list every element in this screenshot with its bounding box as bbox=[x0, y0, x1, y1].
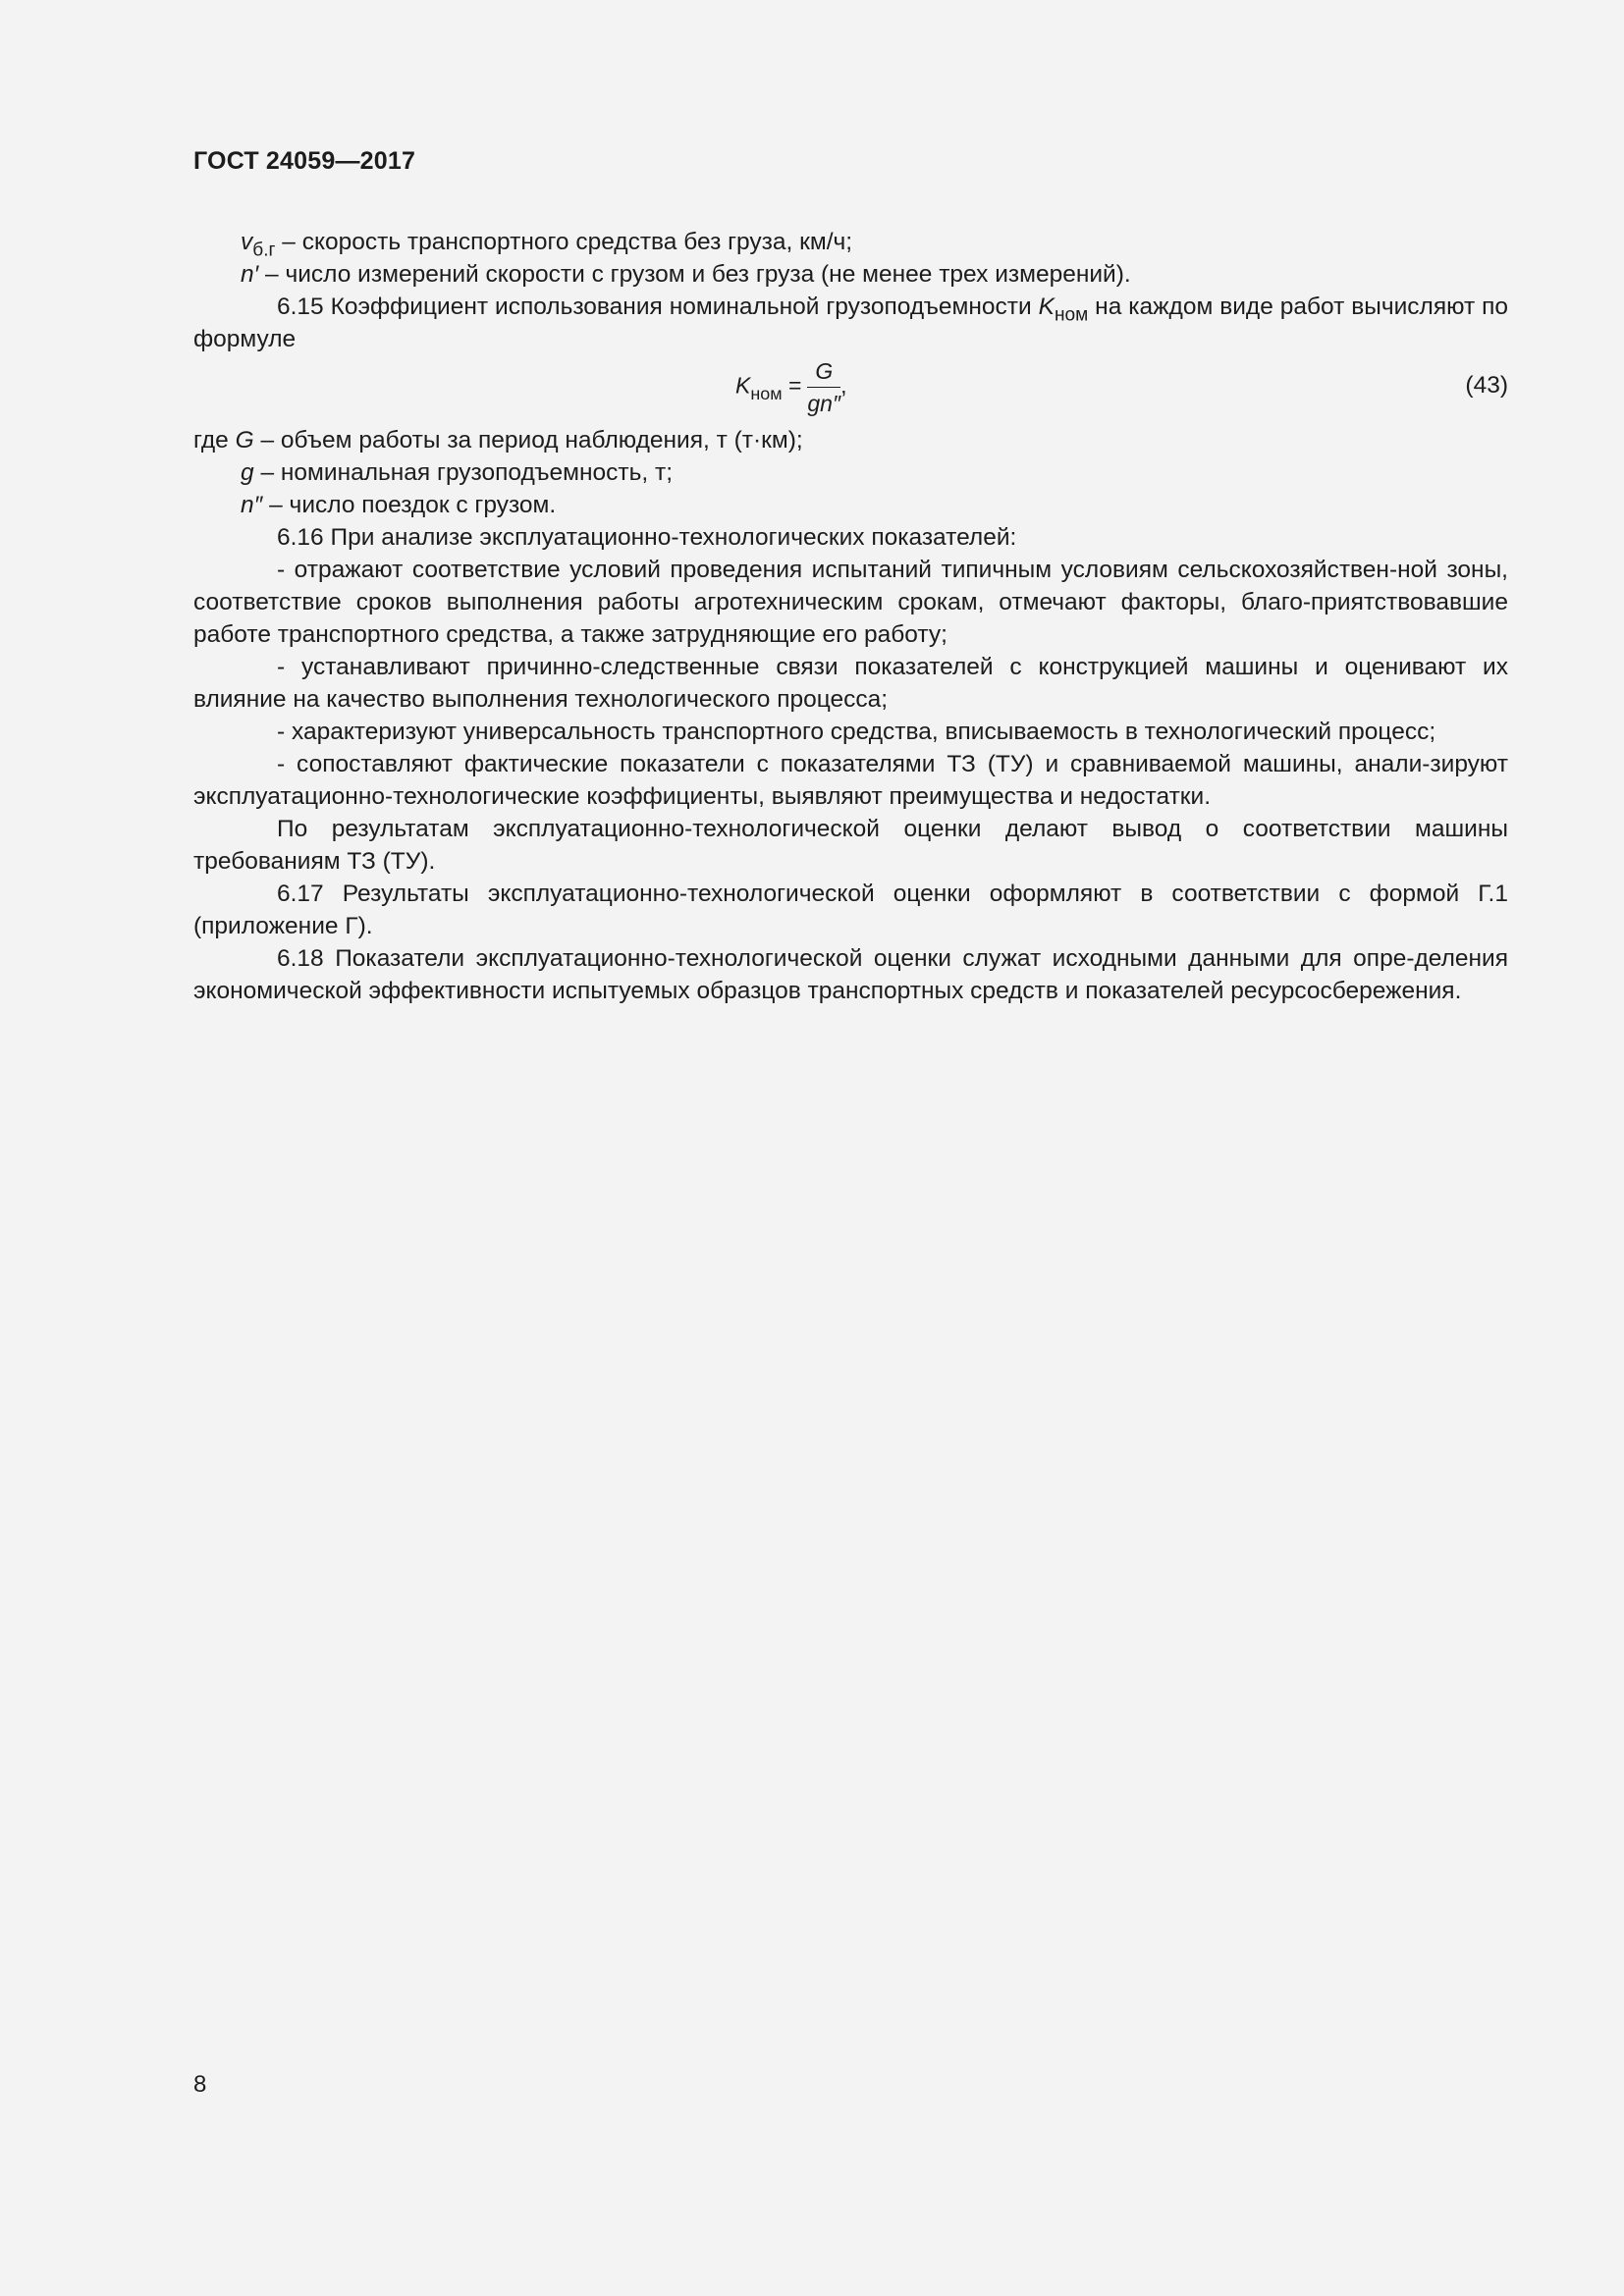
equation-number: (43) bbox=[1465, 372, 1508, 399]
fraction-denominator: gn″ bbox=[807, 391, 841, 416]
formula-expression: $K_{ном}$ = $\frac{G}{gn''}$ , bbox=[735, 358, 847, 416]
formula-43 bbox=[193, 355, 1508, 424]
definition-line: где G – объем работы за период наблюдения, т (т·км); bbox=[193, 427, 803, 454]
definition-line: g – номинальная грузоподъемность, т; bbox=[241, 459, 674, 486]
page-number: 8 bbox=[193, 2071, 207, 2098]
list-item: - устанавливают причинно-следственные связи показателей с конструкцией машины и оценивают их влияние на качество выполнения технологического процесса; bbox=[193, 654, 1508, 713]
definition-line: n″ – число поездок с грузом. bbox=[241, 492, 557, 518]
definition-line: $v_{б.г}$ – скорость транспортного средства без груза, км/ч; bbox=[241, 229, 853, 261]
fraction-numerator: G bbox=[807, 357, 840, 388]
document-body bbox=[193, 226, 1508, 1007]
document-header: ГОСТ 24059—2017 bbox=[193, 147, 416, 175]
paragraph-6-15: 6.15 Коэффициент использования номинальной грузоподъемности $K_{ном}$ на каждом виде работ вычисляют по формуле bbox=[193, 294, 1508, 352]
paragraph-6-17: 6.17 Результаты эксплуатационно-технологической оценки оформляют в соответствии с формой Г.1 (приложение Г). bbox=[193, 881, 1508, 939]
paragraph-6-16: 6.16 При анализе эксплуатационно-технологических показателей: bbox=[277, 524, 1017, 551]
definition-line: n′ – число измерений скорости с грузом и без груза (не менее трех измерений). bbox=[241, 261, 1131, 288]
paragraph-6-18: 6.18 Показатели эксплуатационно-технологической оценки служат исходными данными для опре-деления экономической эффективности испытуемых образцов транспортных средств и показателей ресурсосбережения. bbox=[193, 945, 1508, 1004]
list-item: - отражают соответствие условий проведения испытаний типичным условиям сельскохозяйствен-ной зоны, соответствие сроков выполнения работы агротехническим срокам, отмечают факторы, благо-приятствовавшие работе транспортного средства, а также затрудняющие его работу; bbox=[193, 557, 1508, 648]
list-item: - характеризуют универсальность транспортного средства, вписываемость в технологический процесс; bbox=[277, 719, 1436, 745]
paragraph-conclusion: По результатам эксплуатационно-технологической оценки делают вывод о соответствии машины требованиям ТЗ (ТУ). bbox=[193, 816, 1508, 875]
fraction bbox=[807, 357, 840, 417]
list-item: - сопоставляют фактические показатели с показателями ТЗ (ТУ) и сравниваемой машины, анали-зируют эксплуатационно-технологические коэффициенты, выявляют преимущества и недостатки. bbox=[193, 751, 1508, 810]
